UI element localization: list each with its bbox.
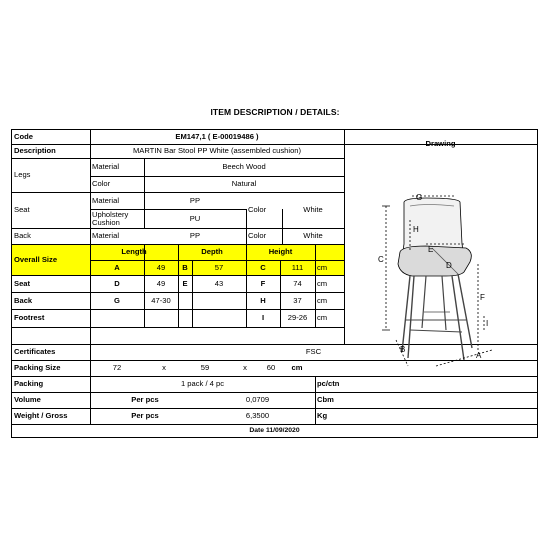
seat-label: Seat [14,205,30,215]
volume-value: 0,0709 [245,395,270,405]
packing-length: 72 [112,363,122,373]
dim-g-letter: G [114,295,120,305]
dim-b-value: 57 [214,262,224,272]
packing-size-label: Packing Size [14,363,61,373]
packing-height: 60 [266,363,276,373]
drawing-label-c: C [378,255,384,264]
certificates-label: Certificates [14,347,56,357]
weight-value: 6,3500 [245,411,270,421]
seat-color: White [303,205,323,215]
dim-a-letter: A [114,262,120,272]
legs-color-label: Color [92,179,111,189]
dim-d-value: 49 [156,278,166,288]
seat-upholstery-label: Upholstery Cushion [92,209,129,227]
back-dims-unit: cm [317,295,328,305]
dim-f-letter: F [260,278,266,288]
bar-stool-drawing [366,180,500,370]
code-value: EM147,1 ( E-00019486 ) [175,132,259,142]
volume-per: Per pcs [131,395,159,405]
drawing-label-b: B [400,345,406,354]
packing-x-2: x [243,363,247,373]
overall-unit: cm [317,262,328,272]
legs-material-label: Material [92,162,120,172]
code-label: Code [14,132,33,142]
packing-x-1: x [162,363,166,373]
dim-h-value: 37 [293,295,302,305]
drawing-label-e: E [428,245,434,254]
dim-d-letter: D [114,278,120,288]
dim-h-letter: H [260,295,266,305]
back-material-label: Material [92,231,120,241]
seat-upholstery: PU [189,213,201,223]
seat-material-label: Material [92,195,120,205]
description-label: Description [14,146,56,156]
packing-width: 59 [200,363,210,373]
seat-material: PP [189,195,201,205]
volume-label: Volume [14,395,41,405]
description-value: MARTIN Bar Stool PP White (assembled cushion) [132,146,302,156]
drawing-label: Drawing [425,139,456,149]
footrest-unit: cm [317,313,328,323]
dim-e-value: 43 [214,278,224,288]
packing-unit: pc/ctn [317,379,340,389]
back-color-label: Color [248,231,267,241]
date-footer: Date 11/09/2020 [249,426,300,434]
back-material: PP [189,231,201,241]
dim-g-value: 47-30 [151,295,171,305]
height-header: Height [268,247,293,257]
volume-unit: Cbm [317,395,334,405]
back-color: White [303,231,323,241]
back-dims-label: Back [14,295,33,305]
dim-b-letter: B [182,262,188,272]
overall-size-label: Overall Size [14,254,58,264]
dim-i-value: 29-26 [287,313,308,323]
drawing-label-d: D [446,261,452,270]
dim-e-letter: E [182,278,188,288]
weight-per: Per pcs [131,411,159,421]
drawing-label-g: G [416,193,423,202]
footrest-label: Footrest [14,313,45,323]
back-label: Back [14,231,31,241]
dim-a-value: 49 [156,262,166,272]
weight-unit: Kg [317,411,328,421]
packing-value: 1 pack / 4 pc [180,379,225,389]
packing-size-unit: cm [291,363,303,373]
page-title: ITEM DESCRIPTION / DETAILS: [210,107,340,117]
drawing-label-f: F [480,293,485,302]
dim-c-letter: C [260,262,266,272]
dim-c-value: 111 [291,262,304,272]
dim-i-letter: I [261,313,265,323]
legs-color: Natural [231,179,257,189]
seat-color-label: Color [248,205,267,215]
drawing-label-a: A [476,351,482,360]
weight-label: Weight / Gross [14,411,68,421]
length-header: Length [121,247,147,257]
seat-dims-unit: cm [317,278,328,288]
certificates-value: FSC [305,347,322,357]
seat-dims-label: Seat [14,278,31,288]
dim-f-value: 74 [293,278,302,288]
legs-material: Beech Wood [222,162,266,172]
depth-header: Depth [201,247,223,257]
drawing-label-h: H [413,225,419,234]
packing-label: Packing [14,379,44,389]
legs-label: Legs [14,170,31,180]
drawing-label-i: I [486,319,489,328]
